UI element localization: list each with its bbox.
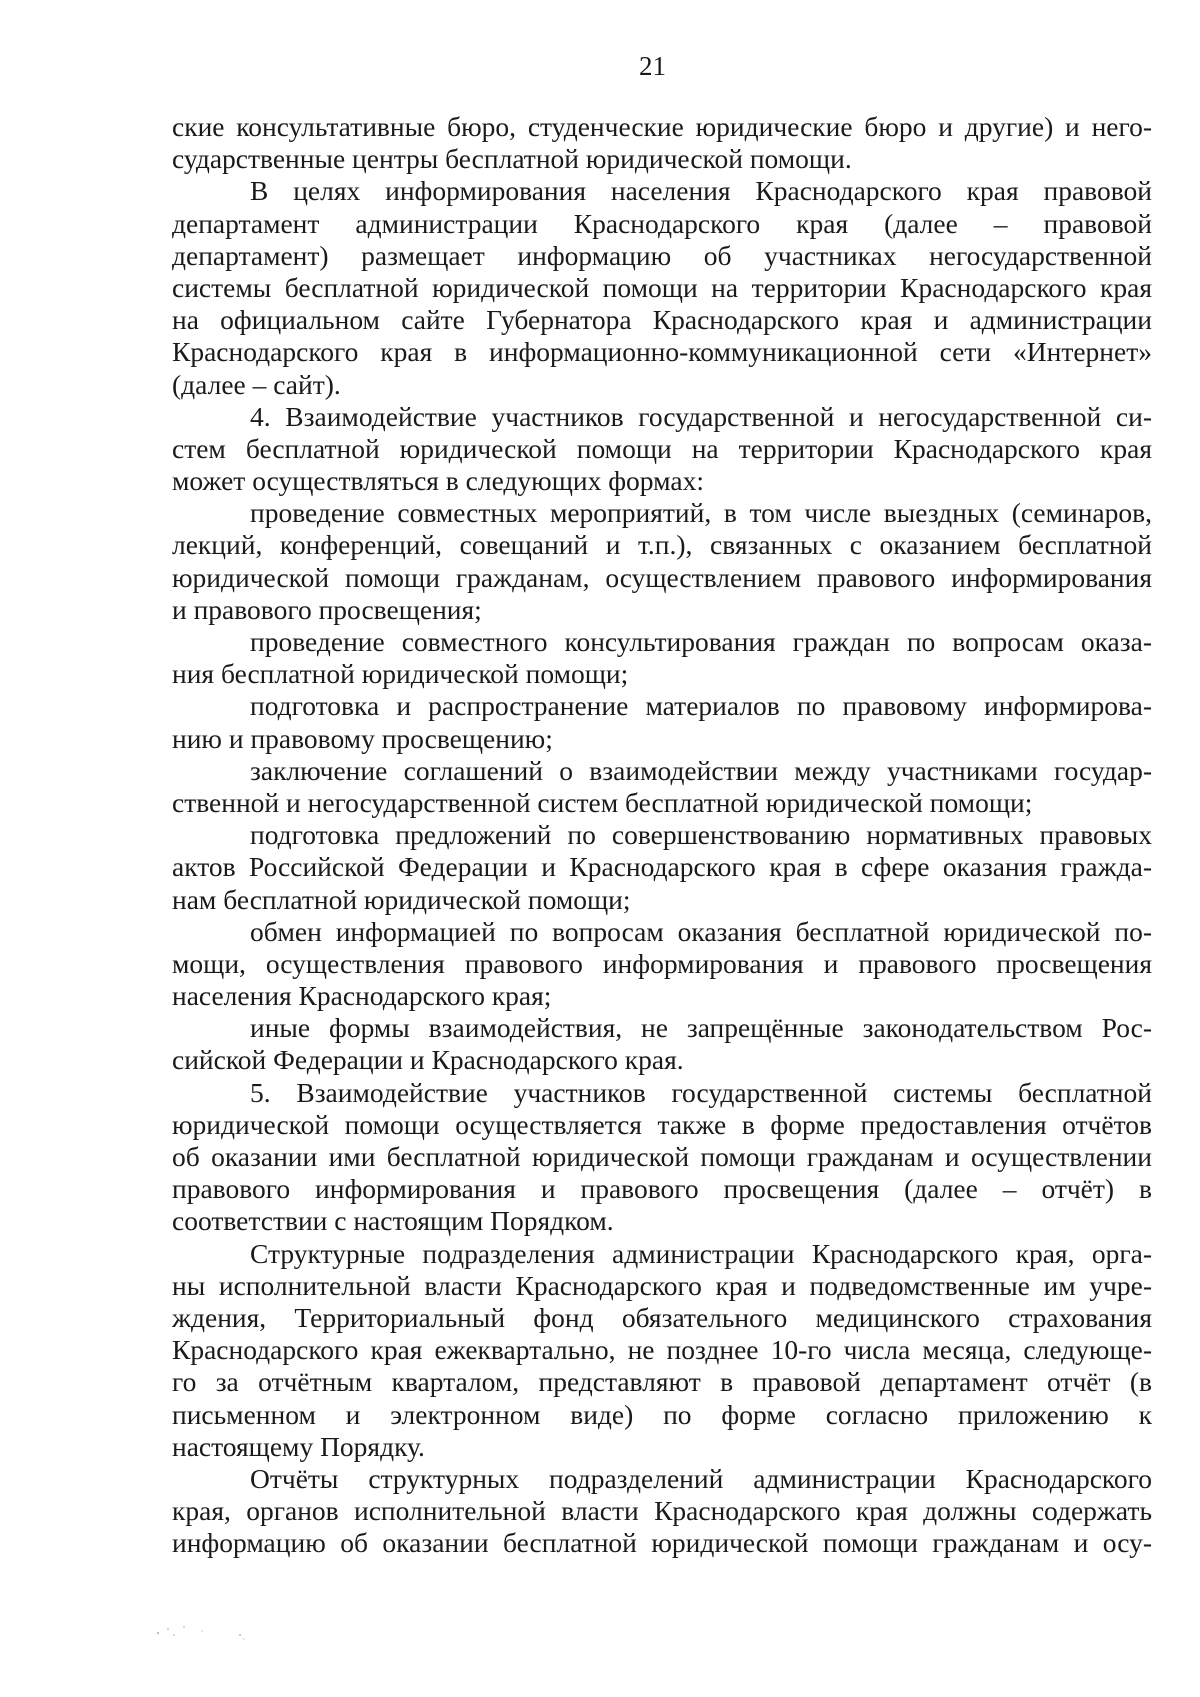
- text-line: обмен информацией по вопросам оказания бесплатной юридической по-: [250, 915, 1152, 947]
- page-number: 21: [639, 51, 666, 81]
- text-line: Краснодарского края в информационно-коммуникационной сети «Интернет»: [172, 336, 1152, 368]
- text-line: заключение соглашений о взаимодействии между участниками государ-: [250, 754, 1152, 786]
- text-line: населения Краснодарского края;: [172, 980, 552, 1012]
- text-line: сударственные центры бесплатной юридической помощи.: [172, 143, 852, 175]
- text-line: Отчёты структурных подразделений администрации Краснодарского: [250, 1462, 1152, 1494]
- document-body: [172, 111, 1152, 1559]
- text-line: соответствии с настоящим Порядком.: [172, 1205, 614, 1237]
- text-line: проведение совместных мероприятий, в том числе выездных (семинаров,: [250, 497, 1152, 529]
- text-line: и правового просвещения;: [172, 593, 482, 625]
- text-line: стем бесплатной юридической помощи на территории Краснодарского края: [172, 432, 1152, 464]
- text-line: настоящему Порядку.: [172, 1430, 425, 1462]
- text-line: ждения, Территориальный фонд обязательного медицинского страхования: [172, 1301, 1152, 1333]
- text-line: Краснодарского края ежеквартально, не позднее 10-го числа месяца, следующе-: [172, 1334, 1152, 1366]
- text-line: департамент) размещает информацию об участниках негосударственной: [172, 239, 1152, 271]
- text-line: мощи, осуществления правового информирования и правового просвещения: [172, 947, 1152, 979]
- scan-noise-marks: [150, 1615, 270, 1645]
- text-line: ния бесплатной юридической помощи;: [172, 658, 629, 690]
- text-line: правового информирования и правового просвещения (далее – отчёт) в: [172, 1173, 1152, 1205]
- text-line: департамент администрации Краснодарского края (далее – правовой: [172, 207, 1152, 239]
- text-line: сийской Федерации и Краснодарского края.: [172, 1044, 684, 1076]
- text-line: подготовка и распространение материалов по правовому информирова-: [250, 690, 1152, 722]
- text-line: об оказании ими бесплатной юридической помощи гражданам и осуществлении: [172, 1141, 1152, 1172]
- text-line: юридической помощи гражданам, осуществлением правового информирования: [172, 561, 1152, 593]
- text-line: ственной и негосударственной систем бесплатной юридической помощи;: [172, 786, 1033, 818]
- text-line: Структурные подразделения администрации Краснодарского края, орга-: [250, 1237, 1152, 1269]
- text-line: 5. Взаимодействие участников государственной системы бесплатной: [250, 1076, 1152, 1108]
- text-line: письменном и электронном виде) по форме согласно приложению к: [172, 1398, 1152, 1430]
- text-line: края, органов исполнительной власти Краснодарского края должны содержать: [172, 1495, 1152, 1527]
- text-line: подготовка предложений по совершенствованию нормативных правовых: [250, 819, 1152, 851]
- text-line: нам бесплатной юридической помощи;: [172, 883, 631, 915]
- text-line: системы бесплатной юридической помощи на территории Краснодарского края: [172, 271, 1152, 303]
- text-line: юридической помощи осуществляется также в форме предоставления отчётов: [172, 1108, 1152, 1140]
- text-line: В целях информирования населения Краснодарского края правовой: [250, 175, 1152, 207]
- text-line: лекций, конференций, совещаний и т.п.), связанных с оказанием бесплатной: [172, 529, 1152, 561]
- text-line: на официальном сайте Губернатора Краснодарского края и администрации: [172, 304, 1152, 336]
- text-line: иные формы взаимодействия, не запрещённые законодательством Рос-: [250, 1012, 1152, 1044]
- text-line: нию и правовому просвещению;: [172, 722, 553, 754]
- text-line: актов Российской Федерации и Краснодарского края в сфере оказания гражда-: [172, 851, 1152, 883]
- text-line: ские консультативные бюро, студенческие юридические бюро и другие) и него-: [172, 111, 1152, 142]
- text-line: 4. Взаимодействие участников государственной и негосударственной си-: [250, 400, 1152, 432]
- text-line: (далее – сайт).: [172, 368, 341, 400]
- text-line: может осуществляться в следующих формах:: [172, 465, 704, 497]
- text-line: ны исполнительной власти Краснодарского края и подведомственные им учре-: [172, 1269, 1152, 1301]
- text-line: проведение совместного консультирования граждан по вопросам оказа-: [250, 626, 1152, 657]
- text-line: го за отчётным кварталом, представляют в правовой департамент отчёт (в: [172, 1366, 1152, 1398]
- text-line: информацию об оказании бесплатной юридической помощи гражданам и осу-: [172, 1527, 1152, 1559]
